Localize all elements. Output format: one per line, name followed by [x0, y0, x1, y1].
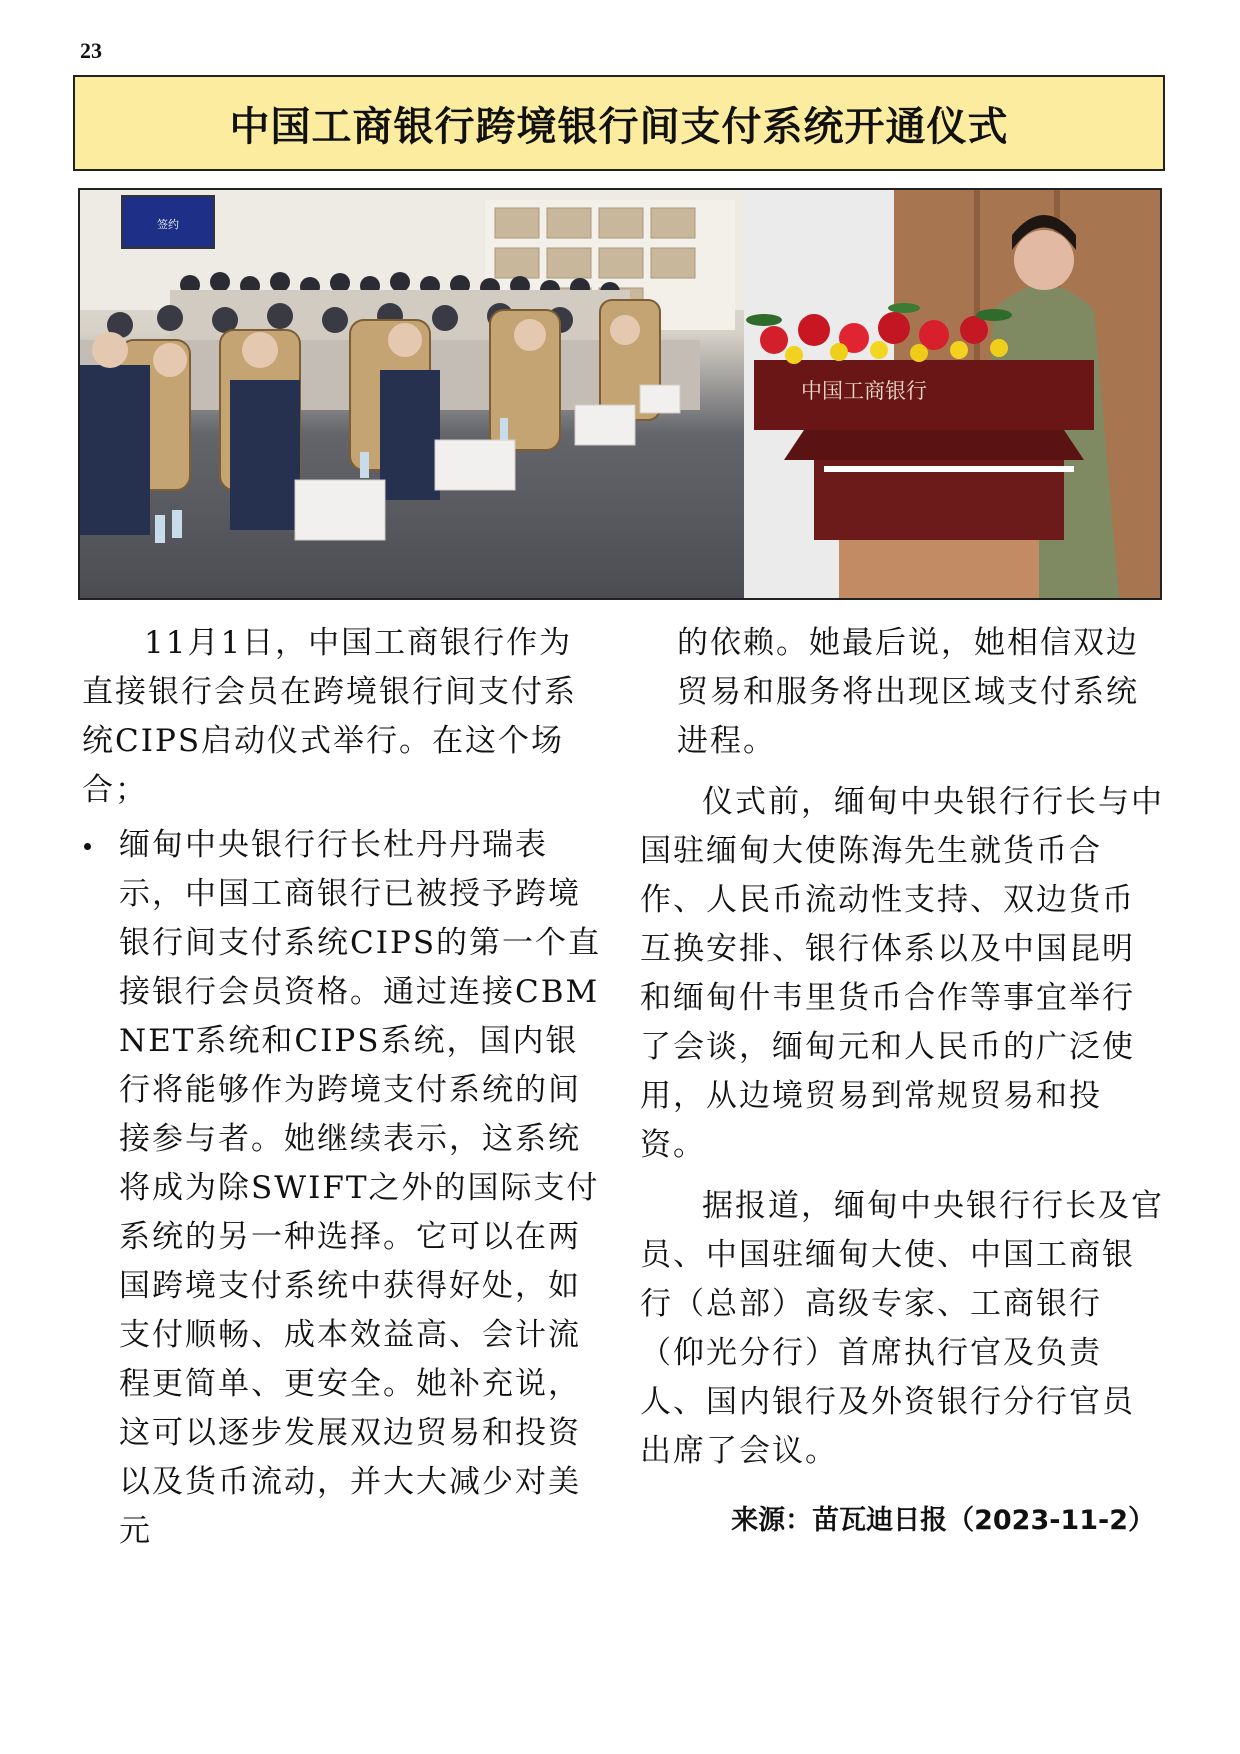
podium-text: 中国工商银行: [801, 379, 927, 403]
article-source: 来源：苗瓦迪日报（2023-11-2）: [731, 1505, 1155, 1536]
article-paragraph-2: 仪式前，缅甸中央银行行长与中国驻缅甸大使陈海先生就货币合作、人民币流动性支持、双边货币互换安排、银行体系以及中国昆明和缅甸什韦里货币合作等事宜举行了会谈，缅甸元和人民币的广泛使用，从边境贸易到常规贸易和投资。: [640, 784, 1164, 1163]
photo-audience: [80, 190, 744, 598]
audience-scene: [80, 190, 744, 598]
article-bullet-continued: 的依赖。她最后说，她相信双边贸易和服务将出现区域支付系统进程。: [677, 625, 1139, 759]
article-bullet: 缅甸中央银行行长杜丹丹瑞表示，中国工商银行已被授予跨境银行间支付系统CIPS的第一个直接银行会员资格。通过连接CBM NET系统和CIPS系统，国内银行将能够作为跨境支付系统的间接参与者。她继续表示，这系统将成为除SWIFT之外的国际支付系统的另一种选择。它可以在两国跨境支付系统中获得好处，如支付顺畅、成本效益高、会计流程更简单、更安全。她补充说，这可以逐步发展双边贸易和投资以及货币流动，并大大减少对美元: [82, 821, 602, 1556]
article-title: 中国工商银行跨境银行间支付系统开通仪式: [229, 103, 1009, 150]
article-column-right: [640, 619, 1165, 1476]
photo-speaker: [744, 190, 1160, 598]
article-paragraph-3: 据报道，缅甸中央银行行长及官员、中国驻缅甸大使、中国工商银行（总部）高级专家、工商银行（仰光分行）首席执行官及负责人、国内银行及外资银行分行官员出席了会议。: [640, 1188, 1164, 1469]
screen-text: 签约: [157, 218, 179, 231]
speaker-scene: [744, 190, 1160, 598]
article-intro: 11月1日，中国工商银行作为直接银行会员在跨境银行间支付系统CIPS启动仪式举行。在这个场合；: [82, 625, 577, 808]
article-column-left: [82, 619, 602, 1556]
article-photo: [78, 188, 1162, 600]
page-number: 23: [80, 38, 102, 63]
title-box: [73, 75, 1165, 171]
